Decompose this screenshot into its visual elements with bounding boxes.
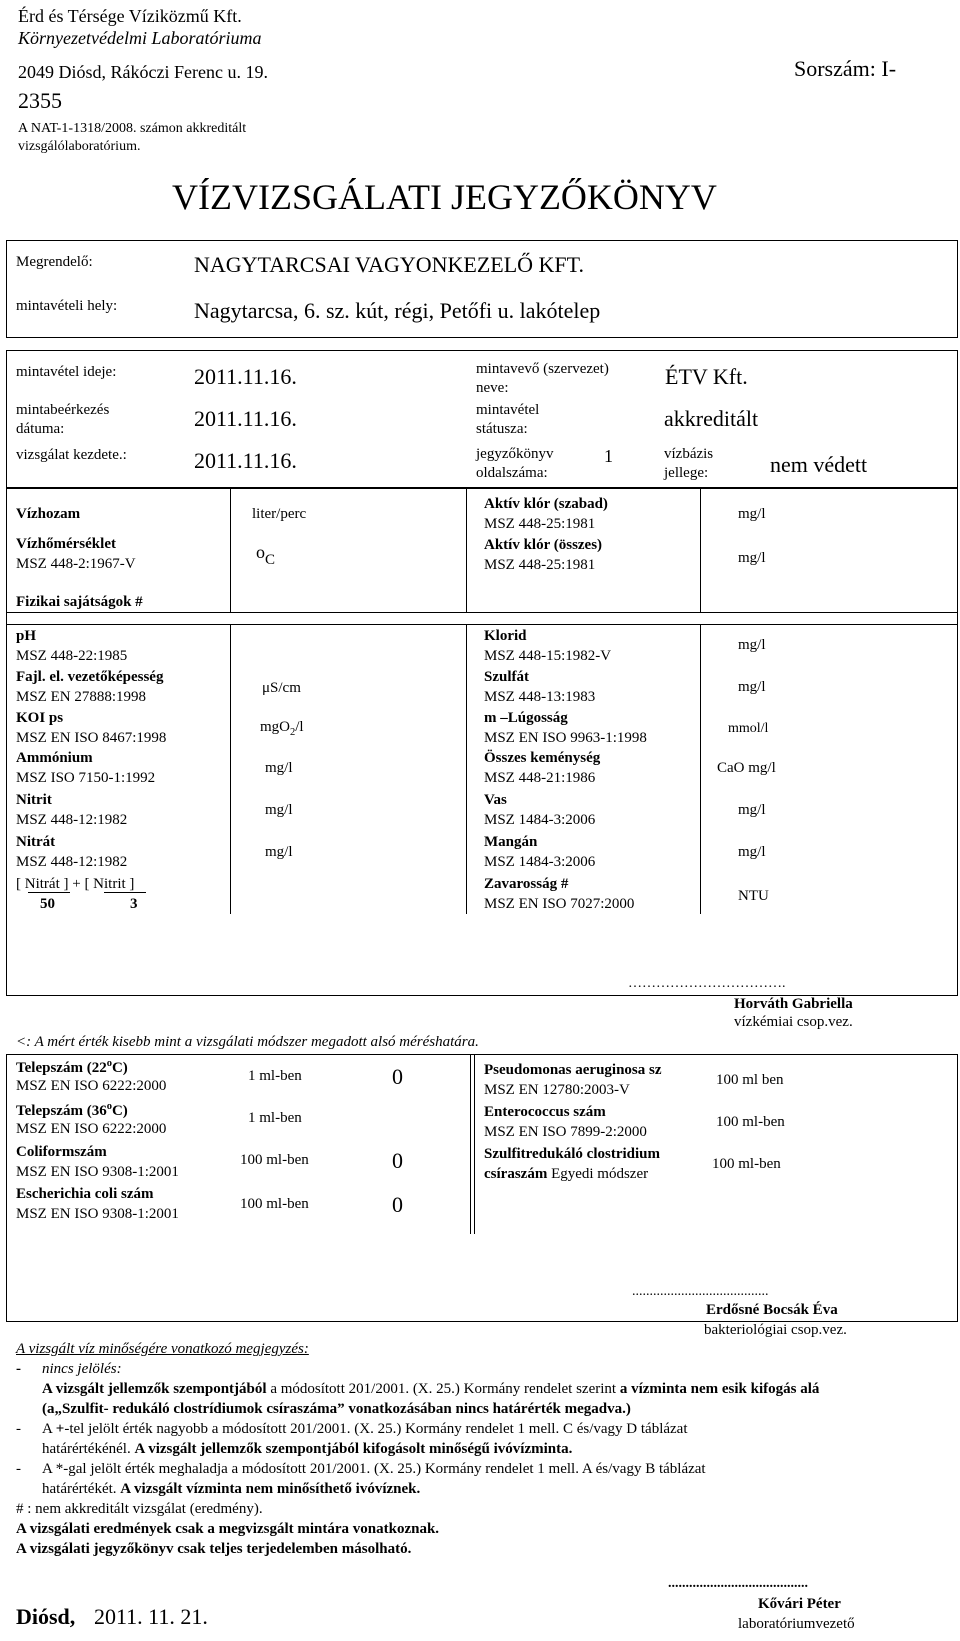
accreditation-line-2: vizsgálólaboratórium.	[18, 139, 141, 154]
bact-name: Szulfitredukáló clostridium	[484, 1146, 660, 1162]
chlorine-total-method: MSZ 448-25:1981	[484, 557, 596, 573]
temp-unit-c: C	[265, 552, 276, 568]
place-value: Nagytarcsa, 6. sz. kút, régi, Petőfi u. lakótelep	[194, 298, 601, 323]
bact-name-tail: C)	[111, 1103, 128, 1119]
chlorine-total-unit: mg/l	[738, 550, 766, 566]
bact-value: 0	[392, 1064, 403, 1089]
remark-2-text	[42, 1421, 688, 1438]
physical-title: Fizikai sajátságok #	[16, 594, 143, 610]
footer-place: Diósd,	[16, 1604, 76, 1629]
nitrate-formula-line: [ Nitrát ] + [ Nitrit ]	[16, 876, 135, 892]
bact-name	[16, 1101, 128, 1120]
chlorine-free-method: MSZ 448-25:1981	[484, 516, 596, 532]
base-label-1: vízbázis	[664, 446, 714, 462]
serial-label: Sorszám: I-	[794, 56, 897, 81]
org-address: 2049 Diósd, Rákóczi Ferenc u. 19.	[18, 62, 268, 82]
param-unit: mg/l	[265, 844, 293, 860]
param-method: MSZ EN 27888:1998	[16, 689, 147, 705]
remark-1-label: nincs jelölés:	[42, 1361, 122, 1377]
param-method: MSZ 448-22:1985	[16, 648, 128, 664]
base-label-2: jellege:	[664, 465, 709, 481]
bact-sign-name: Erdősné Bocsák Éva	[706, 1302, 838, 1318]
param-name: Vas	[484, 792, 507, 808]
pages-label-1: jegyzőkönyv	[476, 446, 554, 462]
param-method: MSZ 448-12:1982	[16, 854, 128, 870]
param-name: m –Lúgosság	[484, 710, 568, 726]
param-method: MSZ EN ISO 9963-1:1998	[484, 730, 647, 746]
remark-4: # : nem akkreditált vizsgálat (eredmény).	[16, 1501, 263, 1517]
nitrate-underline-2	[104, 892, 146, 893]
accreditation-line-1: A NAT-1-1318/2008. számon akkreditált	[18, 121, 247, 136]
bact-unit: 100 ml-ben	[240, 1196, 309, 1212]
temp-unit	[256, 542, 275, 569]
bact-method: MSZ EN ISO 6222:2000	[16, 1078, 167, 1094]
remark-2-line2	[42, 1441, 572, 1458]
param-method: MSZ 1484-3:2006	[484, 812, 596, 828]
arrival-label-2: dátuma:	[16, 421, 65, 437]
param-name: Ammónium	[16, 750, 93, 766]
remark-2-plus: +	[55, 1421, 65, 1437]
bact-value: 0	[392, 1148, 403, 1173]
nitrate-underline-1	[28, 892, 70, 893]
bact-method: MSZ EN 12780:2003-V	[484, 1082, 630, 1098]
param-name: Szulfát	[484, 669, 529, 685]
sampler-label-1: mintavevő (szervezet)	[476, 361, 609, 377]
remark-1-b: a módosított 201/2001. (X. 25.) Kormány rendelet szerint	[266, 1381, 620, 1397]
temp-unit-degree: o	[256, 542, 265, 562]
param-name: Zavarosság #	[484, 876, 569, 892]
sampling-date-value: 2011.11.16.	[194, 364, 297, 389]
bact-name: Escherichia coli szám	[16, 1186, 154, 1202]
footer-dots: ........................................	[668, 1576, 808, 1591]
temp-name: Vízhőmérséklet	[16, 536, 116, 552]
bact-method: MSZ EN ISO 6222:2000	[16, 1121, 167, 1137]
bact-unit: 100 ml ben	[716, 1072, 784, 1088]
bact-divider-v1	[470, 1054, 471, 1234]
remark-3-line2a: határértékét.	[42, 1481, 121, 1497]
remark-2-line2a: határértékénél.	[42, 1441, 135, 1457]
param-name: Fajl. el. vezetőképesség	[16, 669, 164, 685]
param-name: Nitrit	[16, 792, 52, 808]
param-method: MSZ EN ISO 8467:1998	[16, 730, 167, 746]
param-name: Mangán	[484, 834, 538, 850]
remark-1-dash: -	[16, 1361, 21, 1377]
status-label	[476, 401, 539, 439]
bact-method-bold: csíraszám	[484, 1166, 548, 1182]
note-below-limit: <: A mért érték kisebb mint a vizsgálati módszer megadott alsó méréshatára.	[16, 1034, 479, 1050]
param-method: MSZ ISO 7150-1:1992	[16, 770, 156, 786]
param-name: KOI ps	[16, 710, 64, 726]
param-method: MSZ 448-13:1983	[484, 689, 596, 705]
remark-2-c: -tel jelölt érték nagyobb a módosított 201/2001. (X. 25.) Kormány rendelet 1 mell. C és/vagy D táblázat	[64, 1421, 688, 1437]
remark-2-line2b: A vizsgált jellemzők szempontjából kifogásolt minőségű ivóvízminta.	[134, 1441, 573, 1457]
footer-name: Kővári Péter	[758, 1596, 841, 1612]
bact-name: Pseudomonas aeruginosa sz	[484, 1062, 662, 1078]
vizhozam-unit: liter/perc	[252, 506, 307, 522]
unit-tail: /l	[295, 719, 304, 735]
unit-mgo: mgO	[260, 719, 290, 735]
bact-unit: 100 ml-ben	[712, 1156, 781, 1172]
bact-unit: 1 ml-ben	[248, 1110, 302, 1126]
param-unit: μS/cm	[262, 680, 301, 696]
sampler-value: ÉTV Kft.	[665, 364, 748, 389]
remark-1-a: A vizsgált jellemzők szempontjából	[42, 1381, 267, 1397]
sampler-label	[476, 360, 609, 398]
bact-name: Enterococcus szám	[484, 1104, 606, 1120]
param-name: Klorid	[484, 628, 527, 644]
remark-1-c: a vízminta nem esik kifogás alá	[619, 1381, 820, 1397]
chem-sign-name: Horváth Gabriella	[734, 996, 853, 1012]
status-label-2: státusza:	[476, 421, 528, 437]
bact-degree: o	[106, 1058, 112, 1069]
remark-6: A vizsgálati jegyzőkönyv csak teljes terjedelemben másolható.	[16, 1541, 412, 1557]
remarks-title: A vizsgált víz minőségére vonatkozó megjegyzés:	[16, 1341, 309, 1357]
divider-h2	[6, 624, 958, 625]
bact-method: MSZ EN ISO 9308-1:2001	[16, 1164, 179, 1180]
param-method: MSZ 1484-3:2006	[484, 854, 596, 870]
remark-1-text	[42, 1381, 819, 1398]
bact-name-tail: C)	[111, 1060, 128, 1076]
bact-unit: 100 ml-ben	[716, 1114, 785, 1130]
base-label	[664, 445, 713, 483]
status-label-1: mintavétel	[476, 402, 540, 418]
divider-v3	[700, 488, 701, 612]
bact-value: 0	[392, 1192, 403, 1217]
remark-3-line1: A *-gal jelölt érték meghaladja a módosított 201/2001. (X. 25.) Kormány rendelet 1 mell. A és/vagy B táblázat	[42, 1461, 706, 1477]
bact-name: Coliformszám	[16, 1144, 107, 1160]
bact-name	[16, 1058, 128, 1077]
divider-v4	[230, 624, 231, 914]
param-unit: mg/l	[738, 679, 766, 695]
chlorine-free-name: Aktív klór (szabad)	[484, 496, 608, 512]
divider-h1	[6, 612, 958, 613]
status-value: akkreditált	[664, 406, 759, 431]
chlorine-total-name: Aktív klór (összes)	[484, 537, 603, 553]
param-method: MSZ 448-15:1982-V	[484, 648, 612, 664]
sampler-label-2: neve:	[476, 380, 509, 396]
param-unit: mg/l	[265, 760, 293, 776]
org-name: Érd és Térsége Víziközmű Kft.	[18, 6, 242, 26]
arrival-label-1: mintabeérkezés	[16, 402, 110, 418]
param-name: Összes keménység	[484, 750, 601, 766]
client-value: NAGYTARCSAI VAGYONKEZELŐ KFT.	[194, 252, 584, 277]
page-title: VÍZVIZSGÁLATI JEGYZŐKÖNYV	[172, 177, 717, 217]
bact-name-text: Telepszám (36	[16, 1103, 107, 1119]
remark-3-line2	[42, 1481, 420, 1498]
pages-value: 1	[604, 446, 613, 466]
nitrate-den-1: 50	[40, 896, 55, 912]
pages-label	[476, 445, 553, 483]
chem-sign-role: vízkémiai csop.vez.	[734, 1014, 853, 1030]
arrival-value: 2011.11.16.	[194, 406, 297, 431]
param-unit: NTU	[738, 888, 769, 904]
param-method: MSZ EN ISO 7027:2000	[484, 896, 635, 912]
place-label: mintavételi hely:	[16, 298, 118, 314]
remark-1-line2: (a„Szulfit- redukáló clostrídiumok csíraszáma” vonatkozásában nincs határérték megadva.)	[42, 1401, 631, 1417]
divider-v1	[230, 488, 231, 612]
bact-sign-dots: .......................................	[632, 1284, 769, 1299]
param-method: MSZ 448-12:1982	[16, 812, 128, 828]
bact-sign-role: bakteriológiai csop.vez.	[704, 1322, 847, 1338]
param-name: Nitrát	[16, 834, 56, 850]
param-unit	[260, 719, 304, 738]
bact-divider-v2	[474, 1054, 475, 1234]
divider-v2	[466, 488, 467, 612]
arrival-label	[16, 401, 109, 439]
bact-name-text: Telepszám (22	[16, 1060, 107, 1076]
pages-label-2: oldalszáma:	[476, 465, 548, 481]
bact-unit: 100 ml-ben	[240, 1152, 309, 1168]
chlorine-free-unit: mg/l	[738, 506, 766, 522]
client-label: Megrendelő:	[16, 254, 93, 270]
bact-unit: 1 ml-ben	[248, 1068, 302, 1084]
vizhozam-name: Vízhozam	[16, 506, 81, 522]
bact-method: MSZ EN ISO 9308-1:2001	[16, 1206, 179, 1222]
param-name: pH	[16, 628, 37, 644]
remark-3-line2b: A vizsgált vízminta nem minősíthető ivóvíznek.	[120, 1481, 421, 1497]
bact-method: MSZ EN ISO 7899-2:2000	[484, 1124, 647, 1140]
chem-sign-dots: …………………………….	[628, 976, 786, 991]
sampling-date-label: mintavétel ideje:	[16, 364, 117, 380]
temp-method: MSZ 448-2:1967-V	[16, 556, 136, 572]
org-subtitle: Környezetvédelmi Laboratóriuma	[18, 28, 262, 48]
footer-role: laboratóriumvezető	[738, 1616, 855, 1632]
bact-method	[484, 1166, 648, 1183]
start-value: 2011.11.16.	[194, 448, 297, 473]
param-unit: mg/l	[738, 844, 766, 860]
param-method: MSZ 448-21:1986	[484, 770, 596, 786]
bact-method-text: Egyedi módszer	[547, 1166, 649, 1182]
start-label: vizsgálat kezdete.:	[16, 447, 127, 463]
divider-v6	[700, 624, 701, 914]
remark-5: A vizsgálati eredmények csak a megvizsgált mintára vonatkoznak.	[16, 1521, 440, 1537]
param-unit: CaO mg/l	[717, 760, 776, 776]
serial-number: 2355	[18, 88, 62, 113]
remark-3-dash: -	[16, 1461, 21, 1477]
remark-2-a: A	[42, 1421, 56, 1437]
divider-v5	[466, 624, 467, 914]
footer-date: 2011. 11. 21.	[94, 1604, 208, 1629]
param-unit: mg/l	[738, 637, 766, 653]
param-unit: mg/l	[738, 802, 766, 818]
nitrate-den-2: 3	[130, 896, 138, 912]
param-unit: mmol/l	[728, 721, 769, 736]
unit-sub: 2	[290, 727, 296, 738]
param-unit: mg/l	[265, 802, 293, 818]
bact-degree: o	[106, 1101, 112, 1112]
base-value: nem védett	[770, 452, 868, 477]
remark-2-dash: -	[16, 1421, 21, 1437]
